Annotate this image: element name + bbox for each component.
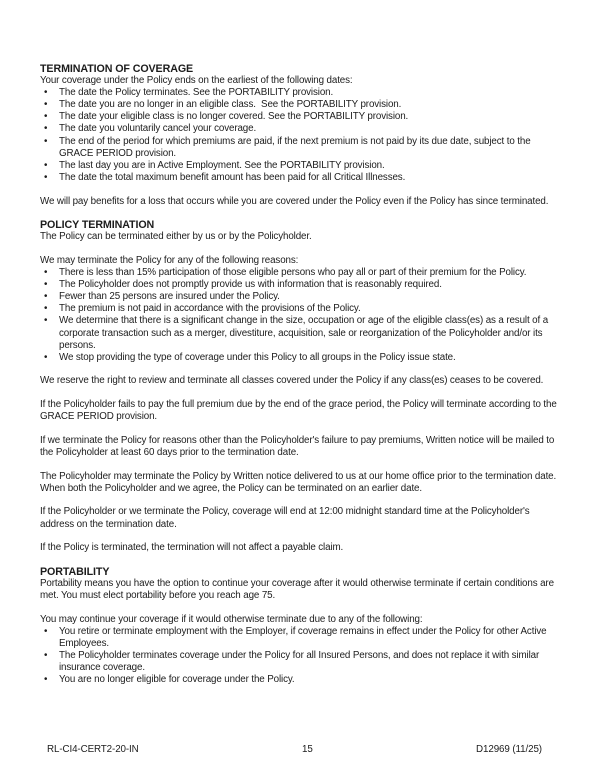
portability-paragraph: You may continue your coverage if it would otherwise terminate due to any of the following:	[40, 613, 423, 625]
policy-termination-paragraph: If the Policyholder fails to pay the full premium due by the end of the grace period, the Policy will terminate according to the GRACE PERIOD provision.	[40, 399, 560, 423]
bullet-item: • We determine that there is a significant change in the size, occupation or age of the eligible class(es) as a result of a corporate transaction such as a merger, divestiture, acquisition, sale or reorganization of the Policyholder and/or its persons.	[40, 315, 563, 351]
bullet-item: • The Policyholder terminates coverage under the Policy for all Insured Persons, and does not replace it with similar insurance coverage.	[40, 650, 563, 674]
bullet-item: • The Policyholder does not promptly provide us with information that is reasonably required.	[40, 279, 563, 291]
form-number: RL-CI4-CERT2-20-IN	[47, 744, 139, 755]
bullet-item: • We stop providing the type of coverage under this Policy to all groups in the Policy issue state.	[40, 352, 563, 364]
bullet-item: • Fewer than 25 persons are insured under the Policy.	[40, 291, 563, 303]
termination-of-coverage-intro: Your coverage under the Policy ends on the earliest of the following dates:	[40, 75, 353, 87]
page-footer	[47, 744, 542, 756]
portability-paragraph: Portability means you have the option to continue your coverage after it would otherwise terminate if certain conditions are met. You must elect portability before you reach age 75.	[40, 578, 557, 602]
policy-termination-paragraph: If the Policyholder or we terminate the Policy, coverage will end at 12:00 midnight standard time at the Policyholder's address on the termination date.	[40, 506, 533, 530]
bullet-item: • The date the Policy terminates. See the PORTABILITY provision.	[40, 87, 563, 99]
portability-conditions-list	[40, 626, 563, 686]
bullet-item: • The last day you are in Active Employment. See the PORTABILITY provision.	[40, 160, 563, 172]
bullet-item: • The premium is not paid in accordance with the provisions of the Policy.	[40, 303, 563, 315]
policy-termination-paragraph: We reserve the right to review and terminate all classes covered under the Policy if any class(es) ceases to be covered.	[40, 375, 544, 387]
policy-termination-paragraph: The Policyholder may terminate the Policy by Written notice delivered to us at our home office prior to the termination date. When both the Policyholder and we agree, the Policy can be terminated on an earlier date.	[40, 470, 562, 494]
termination-of-coverage-closing: We will pay benefits for a loss that occurs while you are covered under the Policy even if the Policy has since terminated.	[40, 195, 549, 207]
bullet-item: • There is less than 15% participation of those eligible persons who pay all or part of their premium for the Policy.	[40, 267, 563, 279]
page-number: 15	[301, 744, 313, 755]
bullet-item: • The date your eligible class is no longer covered. See the PORTABILITY provision.	[40, 111, 563, 123]
portability-heading: PORTABILITY	[40, 565, 110, 578]
policy-termination-heading: POLICY TERMINATION	[40, 219, 155, 232]
policy-termination-paragraph: If we terminate the Policy for reasons other than the Policyholder's failure to pay premiums, Written notice will be mailed to the Policyholder at least 60 days prior to the termination date.	[40, 434, 557, 458]
bullet-item: • The date you are no longer in an eligible class. See the PORTABILITY provision.	[40, 99, 563, 111]
termination-dates-list	[40, 87, 563, 184]
bullet-item: • You are no longer eligible for coverage under the Policy.	[40, 674, 563, 686]
doc-number: D12969 (11/25)	[476, 744, 542, 755]
termination-of-coverage-heading: TERMINATION OF COVERAGE	[40, 63, 194, 75]
termination-reasons-list	[40, 267, 563, 364]
policy-termination-paragraph: If the Policy is terminated, the termination will not affect a payable claim.	[40, 542, 344, 554]
bullet-item: • You retire or terminate employment with the Employer, if coverage remains in effect under the Policy for other Active Employees.	[40, 626, 563, 650]
bullet-item: • The date the total maximum benefit amount has been paid for all Critical Illnesses.	[40, 172, 563, 184]
page-content	[40, 63, 563, 686]
policy-termination-paragraph: We may terminate the Policy for any of the following reasons:	[40, 255, 299, 266]
policy-termination-paragraph: The Policy can be terminated either by us or by the Policyholder.	[40, 231, 312, 243]
bullet-item: • The end of the period for which premiums are paid, if the next premium is not paid by its due date, subject to the GRACE PERIOD provision.	[40, 136, 563, 160]
bullet-item: • The date you voluntarily cancel your coverage.	[40, 123, 563, 135]
